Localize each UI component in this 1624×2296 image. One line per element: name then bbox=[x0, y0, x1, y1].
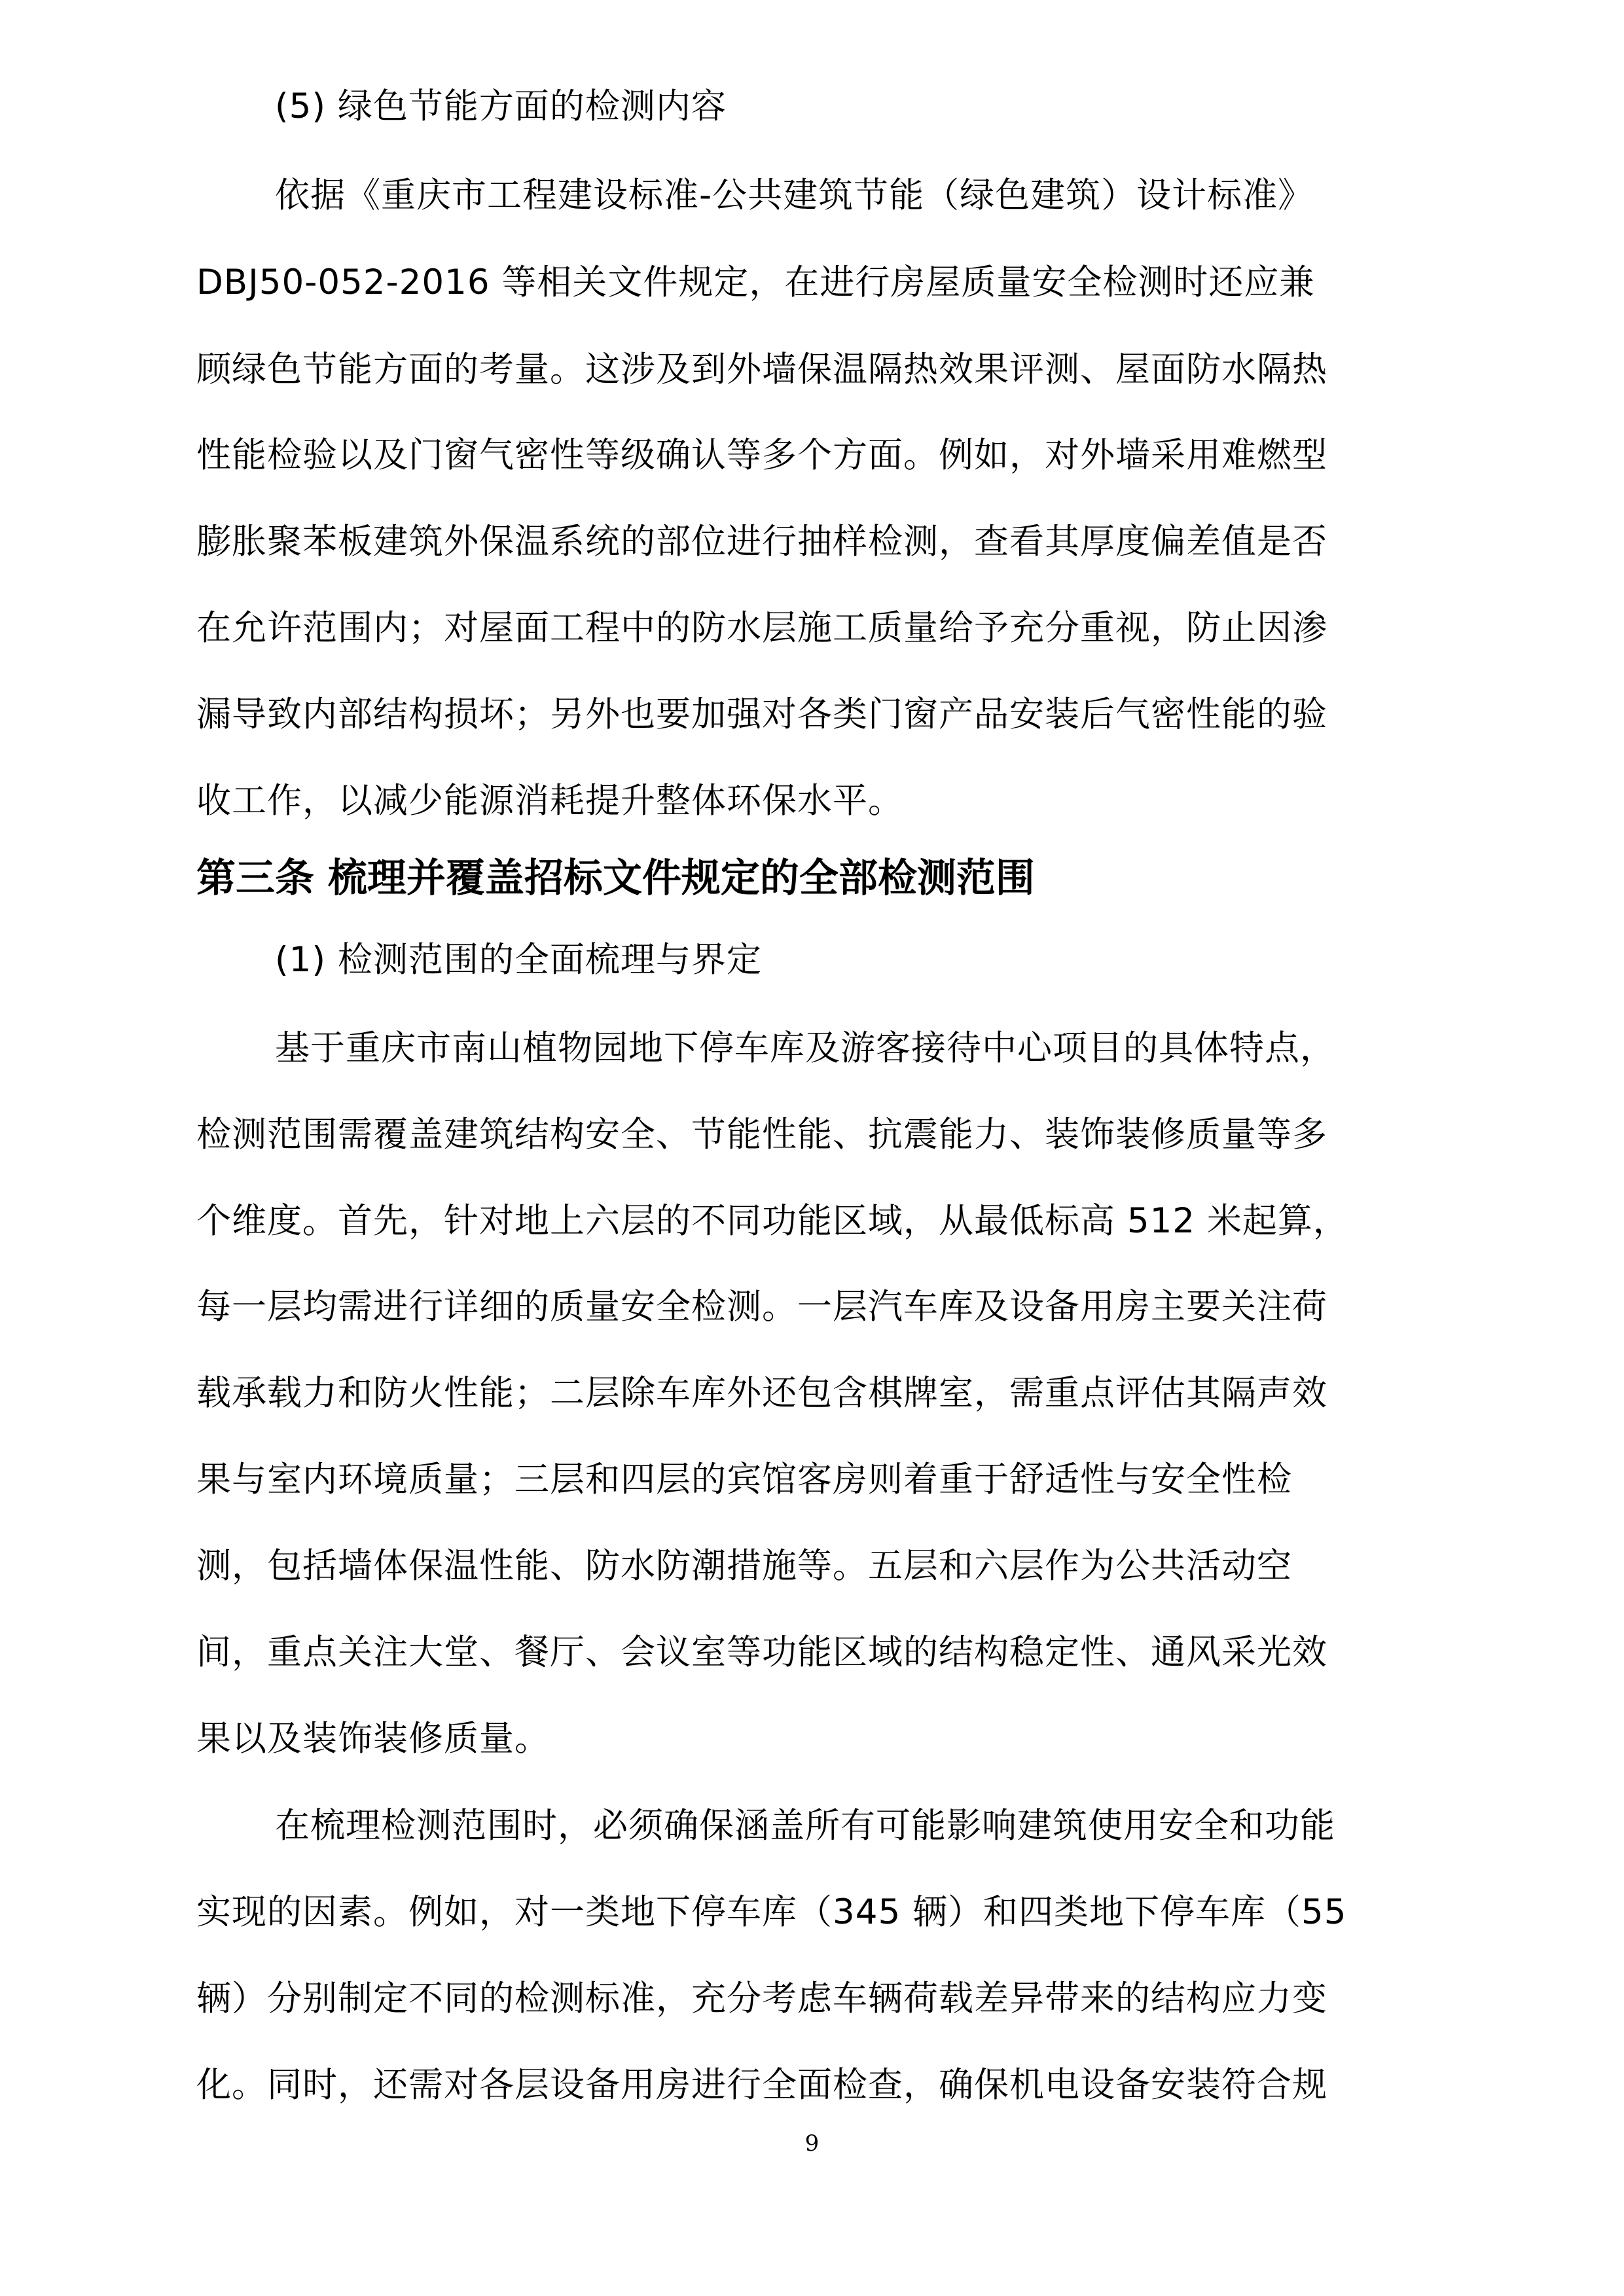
para2-line: 检测范围需覆盖建筑结构安全、节能性能、抗震能力、装饰装修质量等多 bbox=[196, 1115, 1327, 1155]
para2-line: 果以及装饰装修质量。 bbox=[196, 1719, 550, 1759]
para2-line: 每一层均需进行详细的质量安全检测。一层汽车库及设备用房主要关注荷 bbox=[196, 1287, 1327, 1327]
para1-line: 依据《重庆市工程建设标准-公共建筑节能（绿色建筑）设计标准》 bbox=[275, 175, 1314, 215]
para1-line: 顾绿色节能方面的考量。这涉及到外墙保温隔热效果评测、屋面防水隔热 bbox=[196, 350, 1327, 389]
sub-1-heading: (1) 检测范围的全面梳理与界定 bbox=[275, 940, 762, 980]
para1-line: 收工作，以减少能源消耗提升整体环保水平。 bbox=[196, 781, 903, 821]
para2-line: 间，重点关注大堂、餐厅、会议室等功能区域的结构稳定性、通风采光效 bbox=[196, 1632, 1327, 1672]
para2-line: 果与室内环境质量；三层和四层的宾馆客房则着重于舒适性与安全性检 bbox=[196, 1460, 1292, 1499]
para2-line: 个维度。首先，针对地上六层的不同功能区域，从最低标高 512 米起算， bbox=[196, 1201, 1348, 1241]
para2-line: 基于重庆市南山植物园地下停车库及游客接待中心项目的具体特点， bbox=[275, 1028, 1335, 1068]
page-number: 9 bbox=[804, 2130, 820, 2157]
para3-line: 化。同时，还需对各层设备用房进行全面检查，确保机电设备安装符合规 bbox=[196, 2065, 1327, 2105]
para3-line: 在梳理检测范围时，必须确保涵盖所有可能影响建筑使用安全和功能 bbox=[275, 1806, 1335, 1846]
para3-line: 辆）分别制定不同的检测标准，充分考虑车辆荷载差异带来的结构应力变 bbox=[196, 1979, 1327, 2018]
section-5-heading: (5) 绿色节能方面的检测内容 bbox=[275, 86, 727, 126]
para1-line: 漏导致内部结构损坏；另外也要加强对各类门窗产品安装后气密性能的验 bbox=[196, 694, 1327, 734]
para2-line: 测，包括墙体保温性能、防水防潮措施等。五层和六层作为公共活动空 bbox=[196, 1546, 1292, 1586]
para1-line: 在允许范围内；对屋面工程中的防水层施工质量给予充分重视，防止因渗 bbox=[196, 608, 1327, 648]
para3-line: 实现的因素。例如，对一类地下停车库（345 辆）和四类地下停车库（55 bbox=[196, 1892, 1347, 1932]
para1-line: 性能检验以及门窗气密性等级确认等多个方面。例如，对外墙采用难燃型 bbox=[196, 435, 1327, 475]
article-3-heading: 第三条 梳理并覆盖招标文件规定的全部检测范围 bbox=[196, 855, 1035, 901]
para2-line: 载承载力和防火性能；二层除车库外还包含棋牌室，需重点评估其隔声效 bbox=[196, 1373, 1327, 1413]
para1-line: 膨胀聚苯板建筑外保温系统的部位进行抽样检测，查看其厚度偏差值是否 bbox=[196, 522, 1327, 562]
para1-line: DBJ50-052-2016 等相关文件规定，在进行房屋质量安全检测时还应兼 bbox=[196, 262, 1315, 302]
